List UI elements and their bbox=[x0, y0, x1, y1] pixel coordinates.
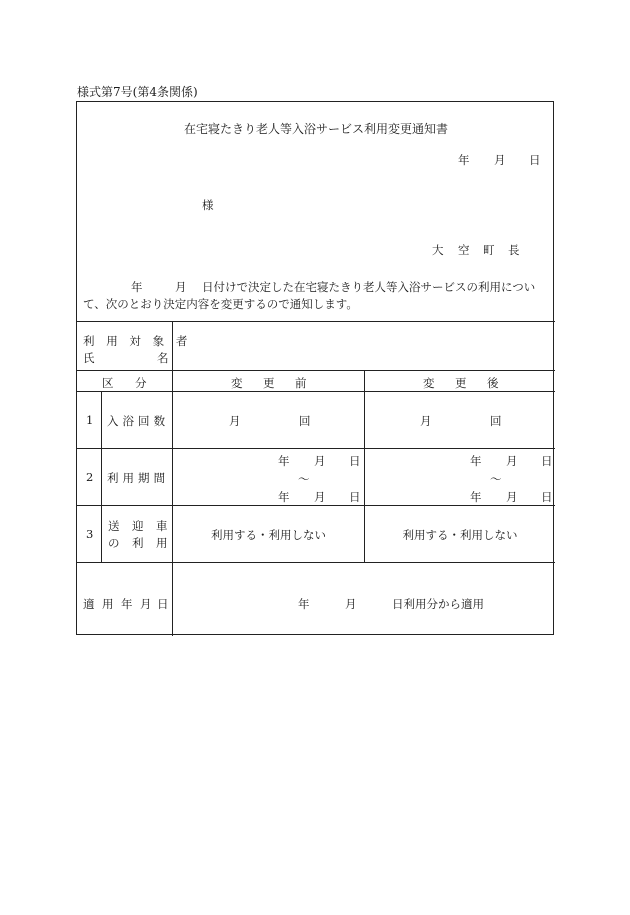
row1-before-times: 回 bbox=[299, 414, 311, 428]
row1-after-times: 回 bbox=[490, 414, 502, 428]
row1-number: 1 bbox=[86, 413, 94, 427]
notification-form bbox=[76, 101, 554, 635]
row3-label-char-6: 用 bbox=[156, 536, 168, 550]
header-category-char-2: 分 bbox=[135, 376, 147, 390]
row1-before-month: 月 bbox=[229, 414, 241, 428]
issuer-char-4: 長 bbox=[508, 243, 520, 257]
row2-after-start-year: 年 bbox=[470, 454, 482, 468]
row3-label-char-3: 車 bbox=[156, 519, 168, 533]
row2-before-start-day: 日 bbox=[349, 454, 361, 468]
header-after-char-2: 更 bbox=[455, 376, 467, 390]
document-title: 在宅寝たきり老人等入浴サービス利用変更通知書 bbox=[183, 122, 448, 136]
row3-label-char-4: の bbox=[108, 536, 120, 550]
row2-before-start-year: 年 bbox=[278, 454, 290, 468]
row2-after-end-year: 年 bbox=[470, 490, 482, 504]
issuer-char-1: 大 bbox=[432, 243, 444, 257]
header-before-char-2: 更 bbox=[263, 376, 275, 390]
header-category-char-1: 区 bbox=[102, 376, 114, 390]
row3-before-option: 利用する・利用しない bbox=[211, 528, 326, 542]
row2-after-end-month: 月 bbox=[506, 490, 518, 504]
body-year-label: 年 bbox=[131, 280, 143, 294]
row1-label: 入浴回数 bbox=[107, 414, 170, 428]
row3-number: 3 bbox=[86, 527, 94, 541]
apply-year-label: 年 bbox=[298, 597, 310, 611]
header-before-char-3: 前 bbox=[295, 376, 307, 390]
row2-after-tilde: 〜 bbox=[490, 472, 502, 486]
row2-before-end-day: 日 bbox=[349, 490, 361, 504]
subject-label-char-2: 名 bbox=[157, 351, 169, 365]
body-text-line-1: 日付けで決定した在宅寝たきり老人等入浴サービスの利用につい bbox=[202, 280, 536, 294]
date-year-label: 年 bbox=[458, 153, 470, 167]
apply-label-char-4: 月 bbox=[140, 597, 152, 611]
form-number-label: 様式第7号(第4条関係) bbox=[77, 85, 198, 99]
header-before-char-1: 変 bbox=[231, 376, 243, 390]
apply-label-char-3: 年 bbox=[121, 597, 133, 611]
row2-after-start-day: 日 bbox=[541, 454, 553, 468]
row2-before-end-month: 月 bbox=[314, 490, 326, 504]
row2-before-tilde: 〜 bbox=[298, 472, 310, 486]
body-month-label: 月 bbox=[175, 280, 187, 294]
subject-label-char-1: 氏 bbox=[83, 351, 95, 365]
apply-label-char-1: 適 bbox=[83, 597, 95, 611]
apply-label-char-2: 用 bbox=[102, 597, 114, 611]
apply-label-char-5: 日 bbox=[157, 597, 169, 611]
row3-label-char-5: 利 bbox=[132, 536, 144, 550]
row2-before-start-month: 月 bbox=[314, 454, 326, 468]
row3-label-char-1: 送 bbox=[108, 519, 120, 533]
subject-label-line-1: 利 用 対 象 者 bbox=[83, 334, 192, 348]
row3-label-char-2: 迎 bbox=[132, 519, 144, 533]
row3-after-option: 利用する・利用しない bbox=[402, 528, 518, 542]
row1-after-month: 月 bbox=[420, 414, 432, 428]
issuer-char-3: 町 bbox=[483, 243, 495, 257]
row2-number: 2 bbox=[86, 470, 94, 484]
header-after-char-1: 変 bbox=[423, 376, 435, 390]
row2-label: 利用期間 bbox=[107, 471, 170, 485]
issuer-char-2: 空 bbox=[458, 243, 470, 257]
header-after-char-3: 後 bbox=[487, 376, 499, 390]
addressee-suffix: 様 bbox=[202, 198, 214, 212]
row2-before-end-year: 年 bbox=[278, 490, 290, 504]
apply-value-text: 日利用分から適用 bbox=[392, 597, 484, 611]
row2-after-end-day: 日 bbox=[541, 490, 553, 504]
date-day-label: 日 bbox=[529, 153, 541, 167]
body-text-line-2: て、次のとおり決定内容を変更するので通知します。 bbox=[83, 297, 358, 311]
apply-month-label: 月 bbox=[345, 597, 357, 611]
date-month-label: 月 bbox=[494, 153, 506, 167]
row2-after-start-month: 月 bbox=[506, 454, 518, 468]
